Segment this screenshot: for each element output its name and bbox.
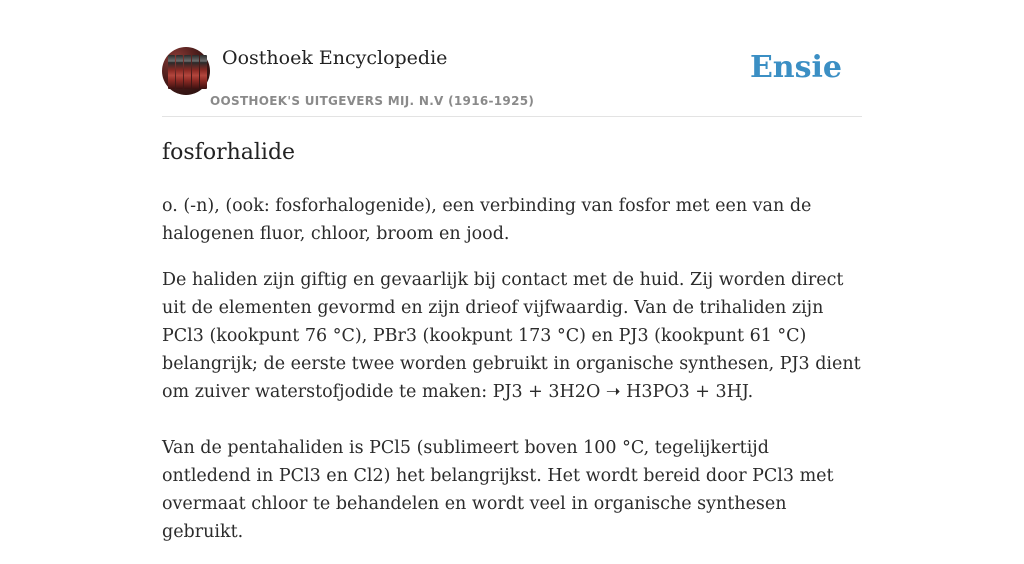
book-spine-icon xyxy=(168,55,175,89)
book-spine-icon xyxy=(176,55,183,89)
site-header xyxy=(162,46,862,117)
article-body xyxy=(162,192,862,564)
encyclopedia-name[interactable]: Oosthoek Encyclopedie xyxy=(222,47,448,69)
article-paragraph: De haliden zijn giftig en gevaarlijk bij contact met de huid. Zij worden direct uit de elementen gevormd en zijn drieof vijfwaardig. Van de trihaliden zijn PCl3 (kookpunt 76 °C), PBr3 (kookpunt 173 °C) en PJ3 (kookpunt 61 °C) belangrijk; de eerste twee worden gebruikt in organische synthesen, PJ3 dient om zuiver waterstofjodide te maken: PJ3 + 3H2O ➝ H3PO3 + 3HJ. xyxy=(162,270,861,402)
ensie-brand-link[interactable]: Ensie xyxy=(749,50,842,85)
article-paragraph: o. (-n), (ook: fosforhalogenide), een verbinding van fosfor met een van de halogenen fluor, chloor, broom en jood. xyxy=(162,196,812,244)
publisher-label: OOSTHOEK'S UITGEVERS MIJ. N.V (1916-1925) xyxy=(210,94,535,108)
book-spine-icon xyxy=(200,55,207,89)
article-title: fosforhalide xyxy=(162,140,296,165)
encyclopedia-books-logo[interactable] xyxy=(162,47,210,95)
book-spine-icon xyxy=(184,55,191,89)
book-spine-icon xyxy=(192,55,199,89)
article-paragraph: Van de pentahaliden is PCl5 (sublimeert boven 100 °C, tegelijkertijd ontledend in PCl3 en Cl2) het belangrijkst. Het wordt bereid door PCl3 met overmaat chloor te behandelen en wordt veel in organische synthesen gebruikt. xyxy=(162,438,834,542)
